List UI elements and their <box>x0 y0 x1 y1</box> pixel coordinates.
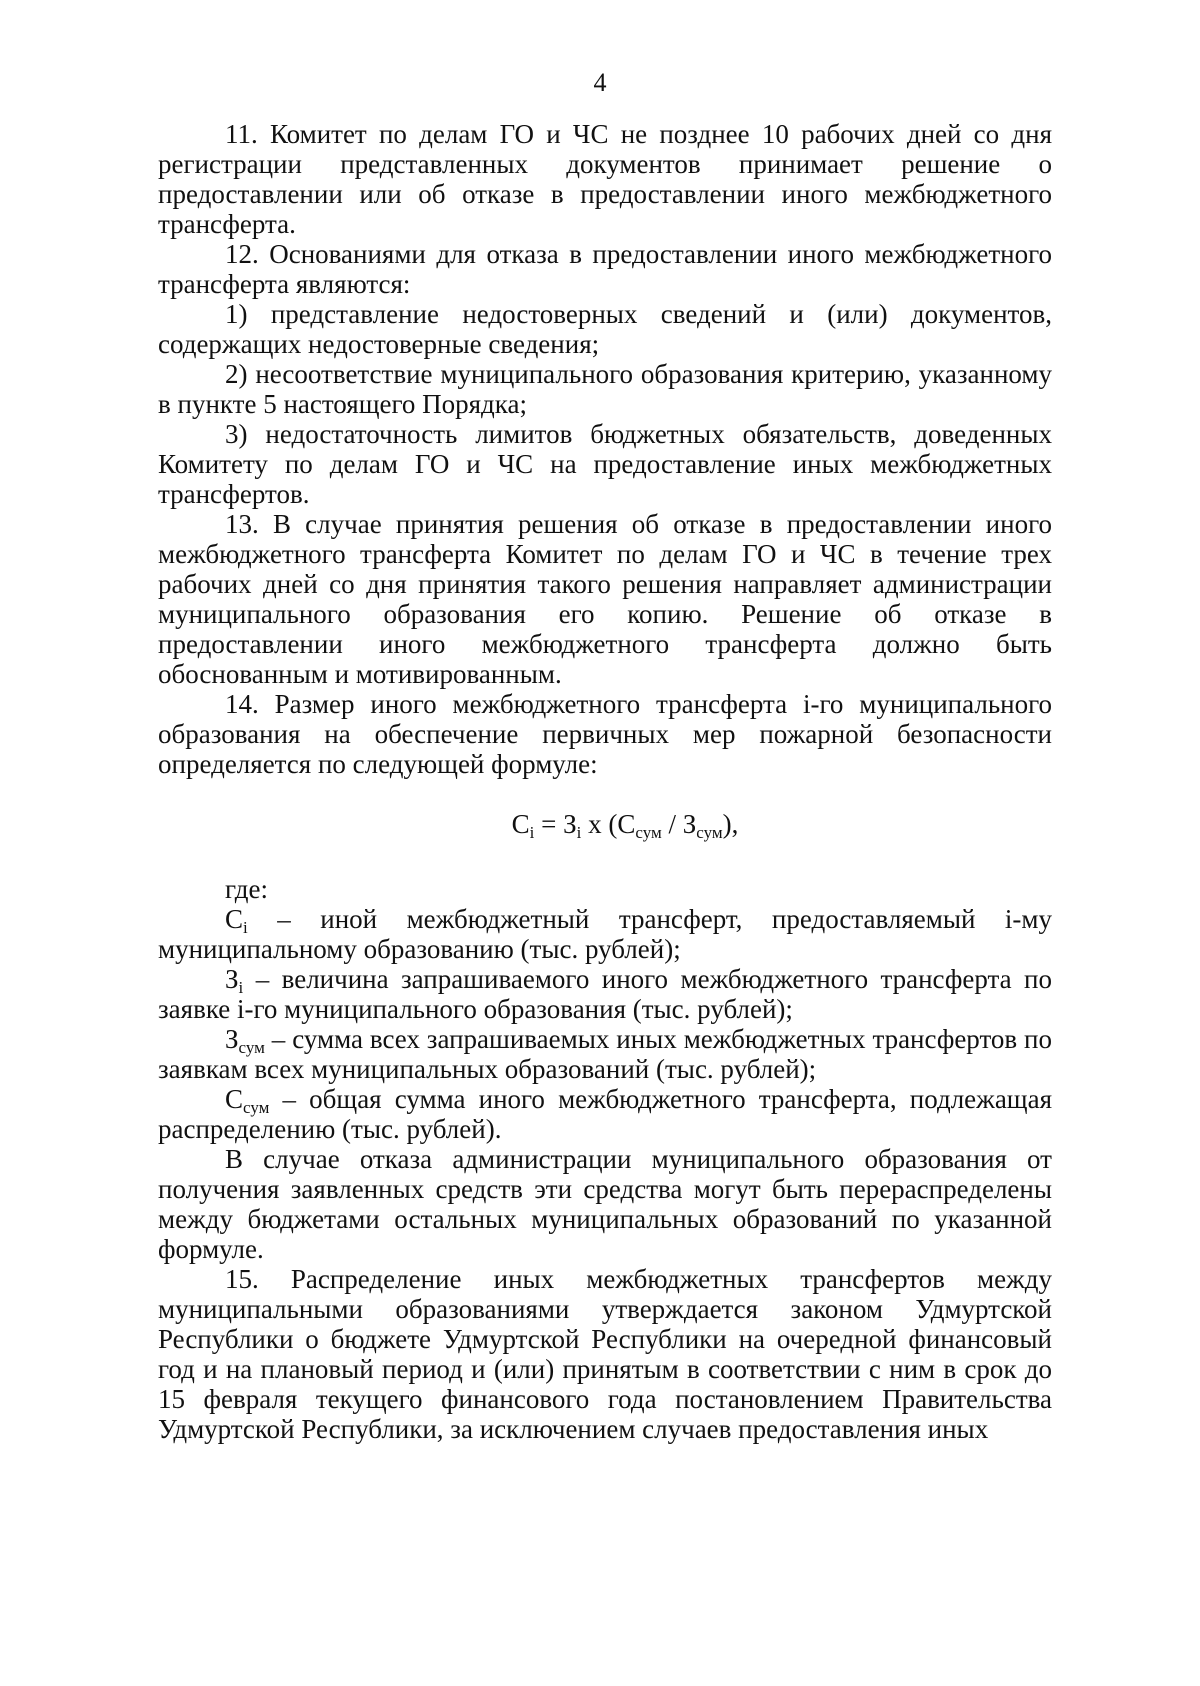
formula-c: C <box>511 809 530 839</box>
paragraph-12-item-3: 3) недостаточность лимитов бюджетных обязательств, доведенных Комитету по делам ГО и ЧС на предоставление иных межбюджетных трансфертов. <box>158 419 1052 509</box>
formula-c-sum: C <box>617 809 636 839</box>
definition-ci <box>158 904 1052 964</box>
definition-csum <box>158 1084 1052 1144</box>
page-number: 4 <box>593 68 607 97</box>
def-zsum-symbol: З <box>225 1024 239 1054</box>
paragraph-15: 15. Распределение иных межбюджетных трансфертов между муниципальными образованиями утверждается законом Удмуртской Республики о бюджете Удмуртской Республики на очередной финансовый год и на плановый период и (или) принятым в соответствии с ним в срок до 15 февраля текущего финансового года постановлением Правительства Удмуртской Республики, за исключением случаев предоставления иных <box>158 1264 1052 1444</box>
document-body <box>158 119 1052 1444</box>
def-zsum-sub: сум <box>238 1038 265 1057</box>
formula-sub-sum-2: сум <box>696 823 723 842</box>
def-zi-text: – величина запрашиваемого иного межбюджетного трансферта по заявке i-го муниципального образования (тыс. рублей); <box>158 964 1052 1024</box>
paragraph-12-item-2: 2) несоответствие муниципального образования критерию, указанному в пункте 5 настоящего Порядка; <box>158 359 1052 419</box>
formula-sub-sum: сум <box>635 823 662 842</box>
where-label: где: <box>225 874 268 904</box>
paragraph-12: 12. Основаниями для отказа в предоставлении иного межбюджетного трансферта являются: <box>158 239 1052 299</box>
def-csum-symbol: C <box>225 1084 244 1114</box>
paragraph-11: 11. Комитет по делам ГО и ЧС не позднее 10 рабочих дней со дня регистрации представленных документов принимает решение о предоставлении или об отказе в предоставлении иного межбюджетного трансферта. <box>158 119 1052 239</box>
definition-zi <box>158 964 1052 1024</box>
def-ci-text: – иной межбюджетный трансферт, предоставляемый i-му муниципальному образованию (тыс. рублей); <box>158 904 1052 964</box>
formula-z-sum: З <box>682 809 697 839</box>
definition-zsum <box>158 1024 1052 1084</box>
formula <box>158 809 1052 842</box>
def-csum-sub: сум <box>243 1098 270 1117</box>
def-ci-sub: i <box>243 918 248 937</box>
paragraph-12-item-1: 1) представление недостоверных сведений и (или) документов, содержащих недостоверные сведения; <box>158 299 1052 359</box>
def-csum-text: – общая сумма иного межбюджетного трансферта, подлежащая распределению (тыс. рублей). <box>158 1084 1052 1144</box>
def-ci-symbol: C <box>225 904 244 934</box>
def-zsum-text: – сумма всех запрашиваемых иных межбюджетных трансфертов по заявкам всех муниципальных образований (тыс. рублей); <box>158 1024 1052 1084</box>
formula-times-open: x ( <box>581 809 618 839</box>
refusal-paragraph: В случае отказа администрации муниципального образования от получения заявленных средств эти средства могут быть перераспределены между бюджетами остальных муниципальных образований по указанной формуле. <box>158 1144 1052 1264</box>
formula-z: З <box>563 809 577 839</box>
paragraph-13: 13. В случае принятия решения об отказе в предоставлении иного межбюджетного трансферта Комитет по делам ГО и ЧС в течение трех рабочих дней со дня принятия такого решения направляет администрации муниципального образования его копию. Решение об отказе в предоставлении иного межбюджетного трансферта должно быть обоснованным и мотивированным. <box>158 509 1052 689</box>
def-zi-sub: i <box>238 978 244 997</box>
def-zi-symbol: З <box>225 964 239 994</box>
formula-close: ), <box>722 809 739 839</box>
formula-slash: / <box>661 809 683 839</box>
paragraph-14: 14. Размер иного межбюджетного трансферта i-го муниципального образования на обеспечение первичных мер пожарной безопасности определяется по следующей формуле: <box>158 689 1052 779</box>
formula-sub-i-2: i <box>576 823 582 842</box>
formula-sub-i: i <box>529 823 535 842</box>
formula-eq: = <box>534 809 564 839</box>
